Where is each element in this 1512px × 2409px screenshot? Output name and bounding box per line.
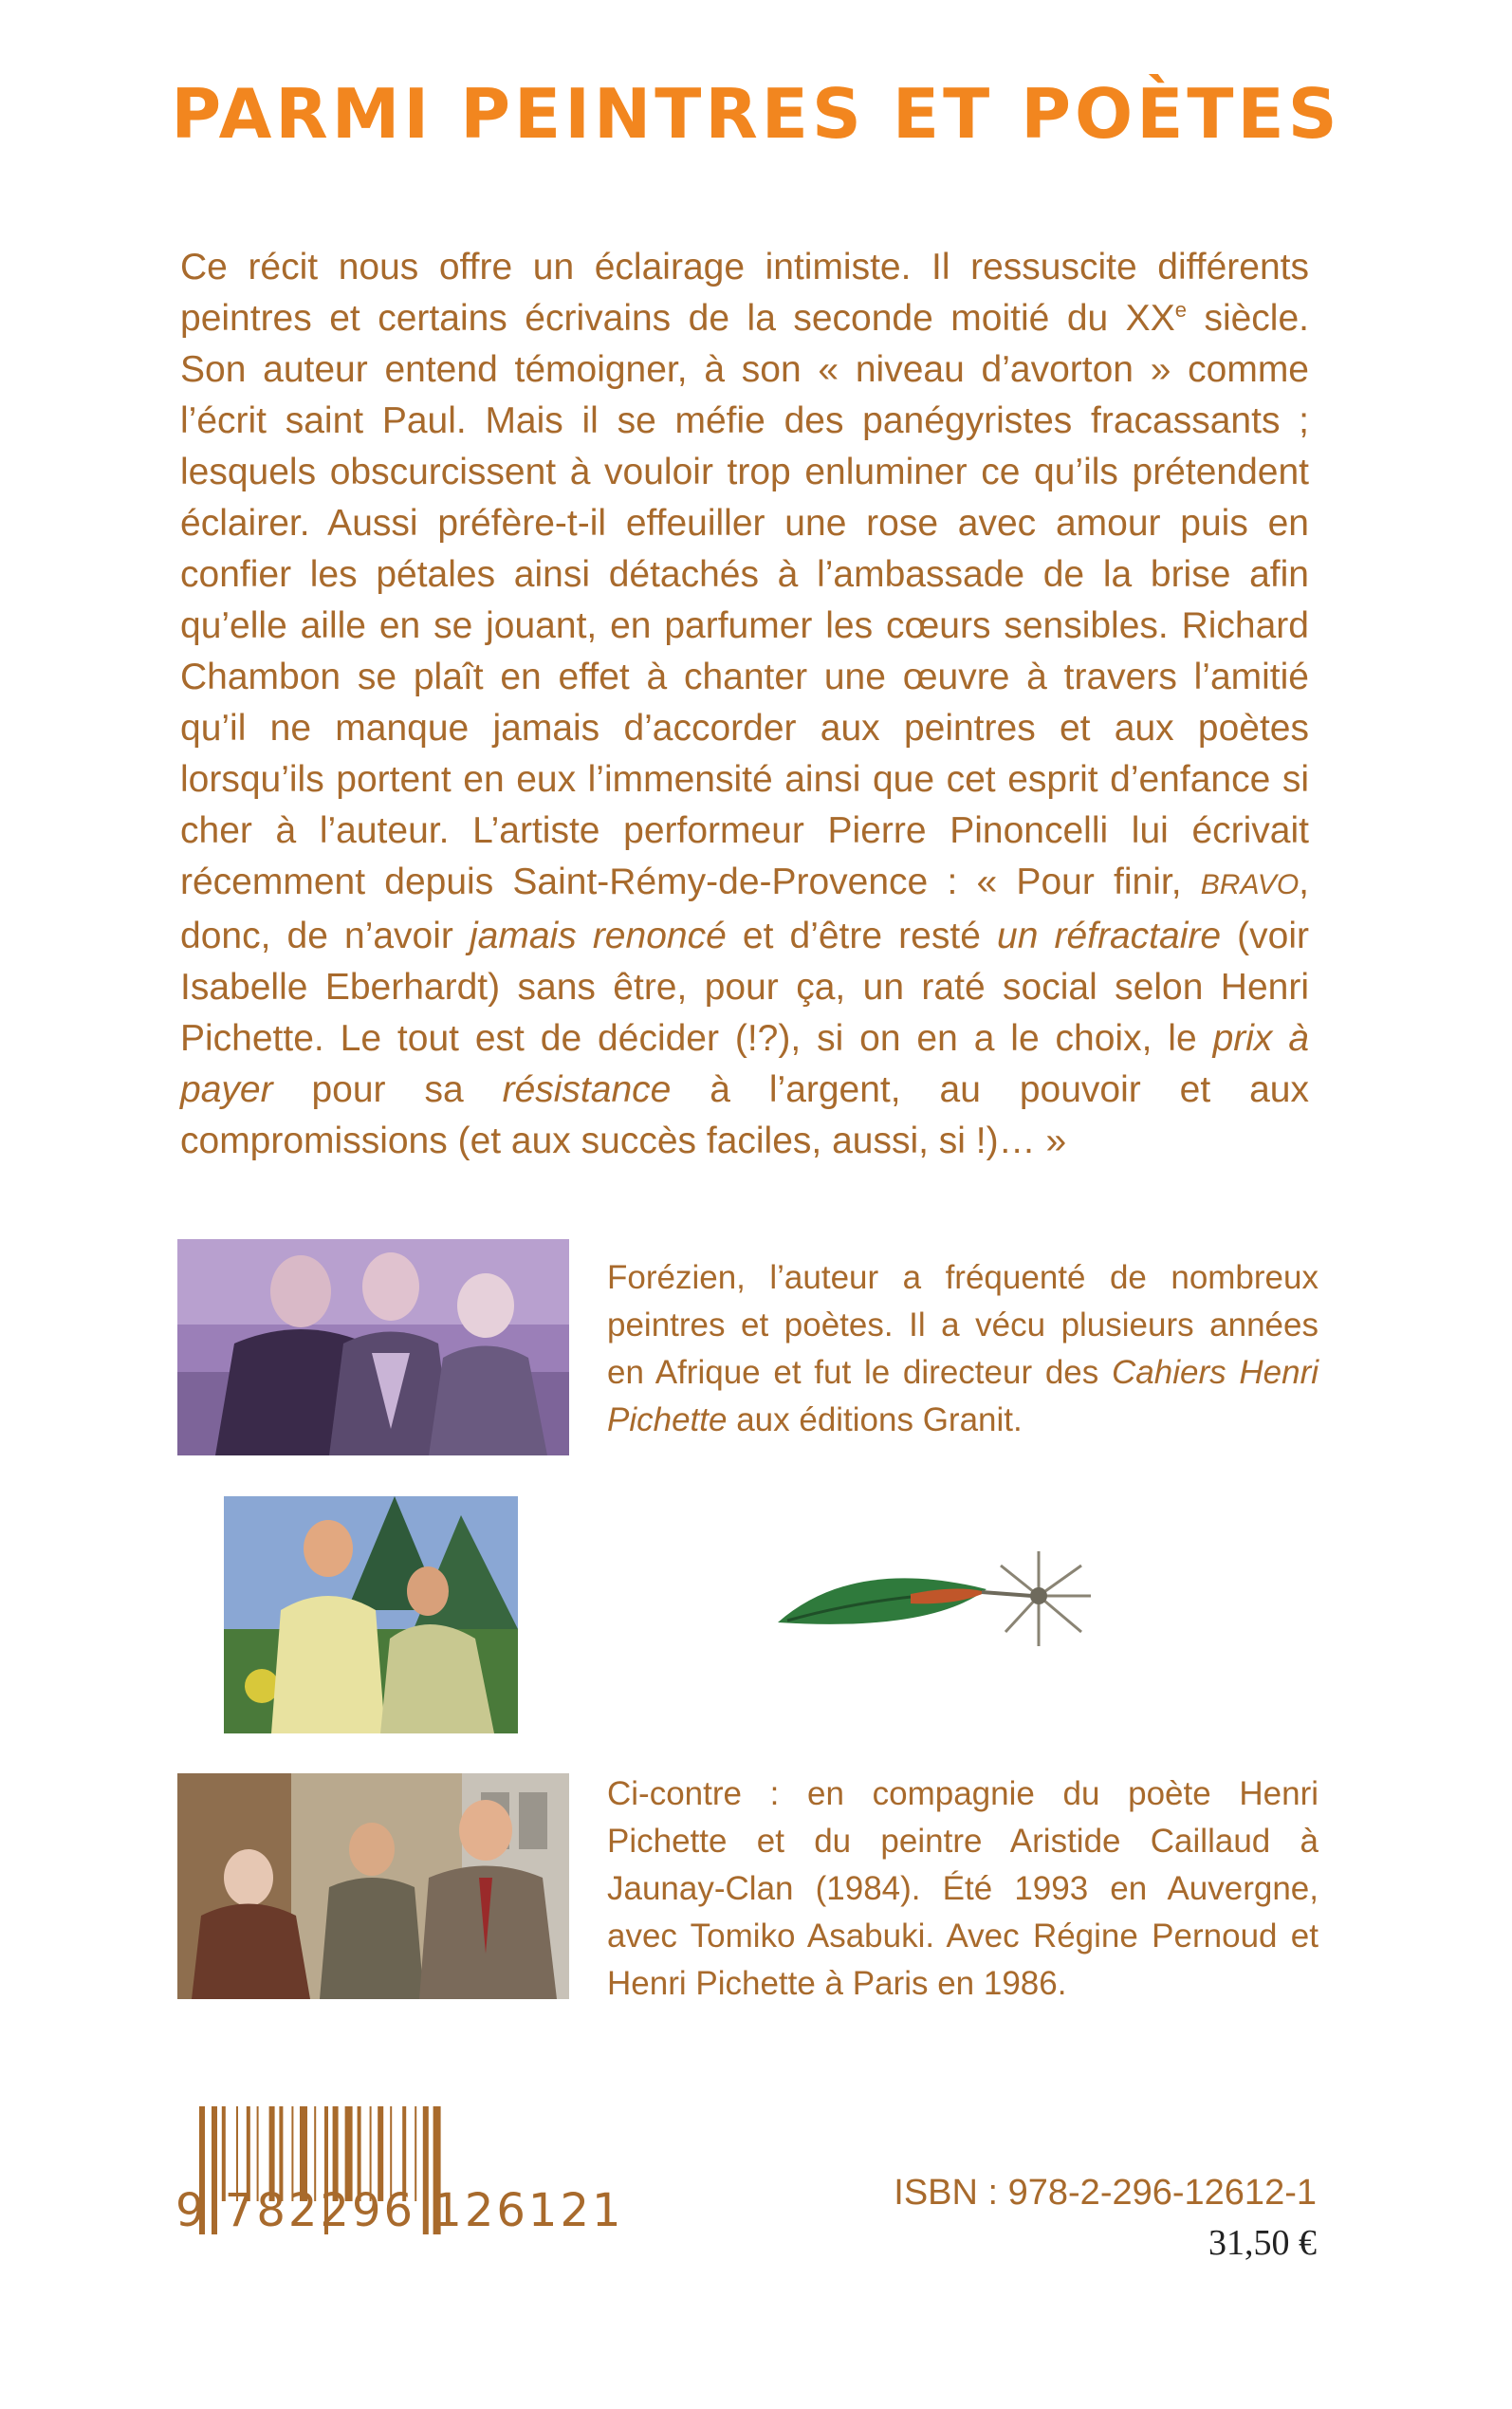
- summary-text-2: siècle. Son auteur entend témoigner, à son « niveau d’avorton » comme l’écrit saint Paul. Mais il se méfie des panégyristes fracassants ; lesquels obscurcissent à vouloir trop enluminer ce qu’ils prétendent éclairer. Aussi préfère-t-il effeuiller une rose avec amour puis en confier les pétales ainsi détachés à l’ambassade de la brise afin qu’elle aille en se jouant, en parfumer les cœurs sensibles. Richard Chambon se plaît en effet à chanter une œuvre à travers l’amitié qu’il ne manque jamais d’accorder aux peintres et aux poètes lorsqu’ils portent en eux l’immensité ainsi que cet esprit d’enfance si cher à l’auteur. L’artiste performeur Pierre Pinoncelli lui écrivait récemment depuis Saint-Rémy-de-Provence : « Pour finir,: [180, 298, 1309, 902]
- century-superscript: e: [1174, 298, 1187, 322]
- bio-text-1: Forézien, l’auteur a fréquenté de nombreux peintres et poètes. Il a vécu plusieurs années en Afrique et fut le directeur des: [607, 1259, 1318, 1391]
- photo-caption: Ci-contre : en compagnie du poète Henri Pichette et du peintre Aristide Caillaud à Jaunay-Clan (1984). Été 1993 en Auvergne, avec Tomiko Asabuki. Avec Régine Pernoud et Henri Pichette à Paris en 1986.: [607, 1775, 1318, 2002]
- emphasis-prix-a-payer: prix à payer: [180, 1018, 1309, 1110]
- emphasis-jamais-renonce: jamais renoncé: [470, 916, 727, 956]
- summary-text-1: Ce récit nous offre un éclairage intimiste. Il ressuscite différents peintres et certains écrivains de la seconde moitié du XX: [180, 247, 1309, 339]
- feather-illustration: [768, 1537, 1129, 1679]
- author-bio: [607, 1254, 1318, 1444]
- photo-street-trio: [177, 1773, 569, 1999]
- summary-text-4: et d’être resté: [726, 916, 997, 956]
- emphasis-refractaire: un réfractaire: [997, 916, 1222, 956]
- book-title: PARMI PEINTRES ET POÈTES: [171, 74, 1341, 154]
- bravo-word: BRAVO: [1200, 869, 1300, 900]
- photo-man-and-woman: [224, 1496, 518, 1733]
- back-cover-summary: [180, 242, 1309, 1167]
- summary-text-7: à l’argent, au pouvoir et aux compromissions (et aux succès faciles, aussi, si !)… »: [180, 1069, 1309, 1161]
- isbn-number: ISBN : 978-2-296-12612-1: [894, 2173, 1317, 2213]
- price: 31,50 €: [1208, 2223, 1317, 2263]
- summary-text-6: pour sa: [272, 1069, 503, 1110]
- barcode-digits: 9 782296 126121: [175, 2184, 624, 2237]
- summary-text-5: (voir Isabelle Eberhardt) sans être, pour ça, un raté social selon Henri Pichette. Le tout est de décider (!?), si on en a le choix, le: [180, 916, 1310, 1059]
- emphasis-resistance: résistance: [502, 1069, 672, 1110]
- bio-emphasis: Cahiers Henri Pichette: [607, 1354, 1318, 1438]
- bio-text-2: aux éditions Granit.: [727, 1401, 1023, 1438]
- photo-three-men: [177, 1239, 569, 1455]
- summary-text-3: , donc, de n’avoir: [180, 862, 1309, 956]
